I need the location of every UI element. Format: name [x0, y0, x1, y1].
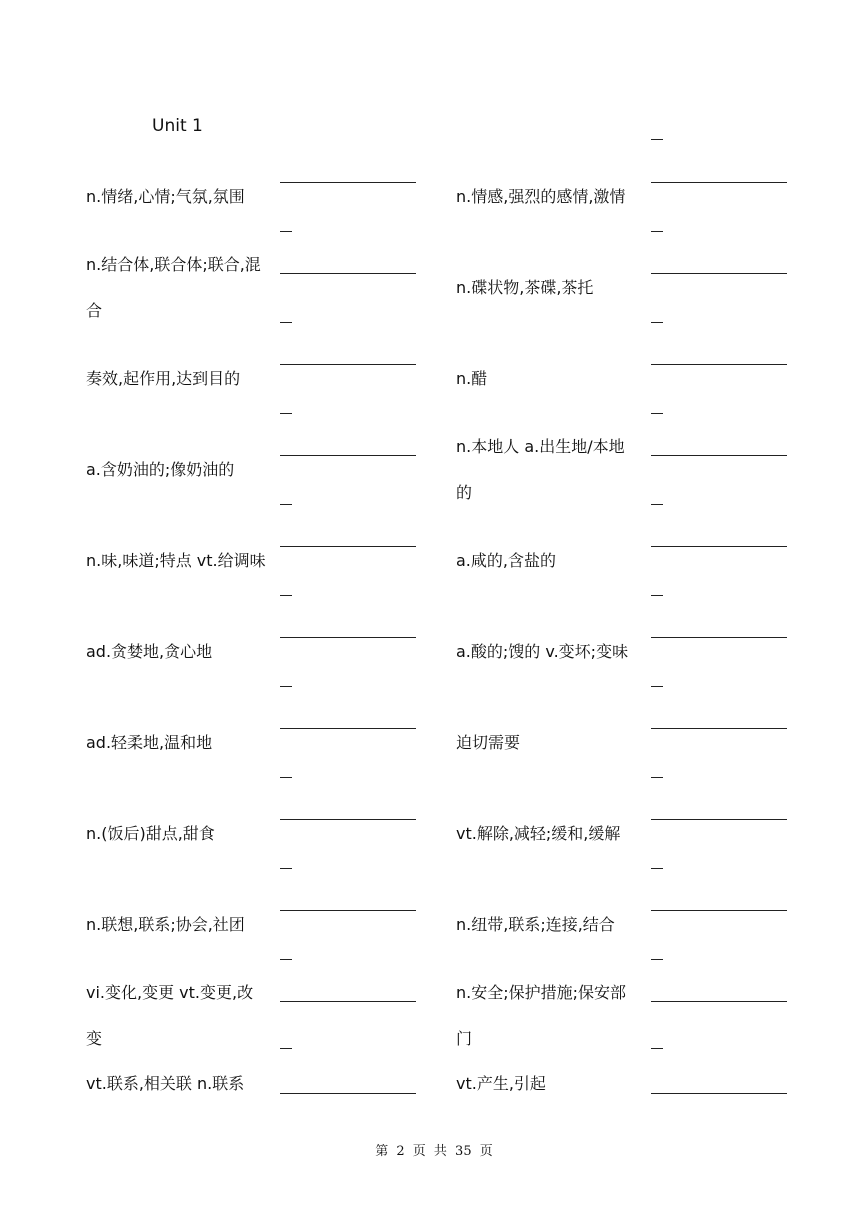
left-term-2: n.结合体,联合体;联合,混 [86, 255, 261, 274]
answer-blank-left-3-tail [280, 413, 292, 414]
answer-blank-left-6-tail [280, 686, 292, 687]
answer-blank-left-8[interactable] [280, 819, 416, 820]
answer-blank-right-8[interactable] [651, 819, 787, 820]
left-term-10-cont: 变 [86, 1029, 103, 1048]
answer-blank-left-7[interactable] [280, 728, 416, 729]
left-term-5: n.味,味道;特点 vt.给调味 [86, 551, 266, 570]
answer-blank-left-2-tail [280, 322, 292, 323]
answer-blank-left-10-tail [280, 1048, 292, 1049]
answer-blank-right-0-tail [651, 139, 663, 140]
right-term-6: a.酸的;馊的 v.变坏;变味 [456, 642, 629, 661]
answer-blank-right-4[interactable] [651, 455, 787, 456]
right-term-11: vt.产生,引起 [456, 1074, 546, 1093]
left-term-8: n.(饭后)甜点,甜食 [86, 824, 215, 843]
left-term-3: 奏效,起作用,达到目的 [86, 369, 241, 388]
answer-blank-right-2-tail [651, 322, 663, 323]
answer-blank-right-6[interactable] [651, 637, 787, 638]
left-term-2-cont: 合 [86, 301, 103, 320]
right-term-10-cont: 门 [456, 1029, 473, 1048]
left-term-7: ad.轻柔地,温和地 [86, 733, 213, 752]
unit-title: Unit 1 [152, 116, 203, 136]
answer-blank-right-7-tail [651, 777, 663, 778]
right-term-3: n.醋 [456, 369, 488, 388]
answer-blank-right-10-tail [651, 1048, 663, 1049]
left-term-10: vi.变化,变更 vt.变更,改 [86, 983, 254, 1002]
answer-blank-right-1-tail [651, 231, 663, 232]
answer-blank-left-9[interactable] [280, 910, 416, 911]
answer-blank-right-3-tail [651, 413, 663, 414]
answer-blank-right-9-tail [651, 959, 663, 960]
right-term-9: n.纽带,联系;连接,结合 [456, 915, 615, 934]
answer-blank-right-3[interactable] [651, 364, 787, 365]
answer-blank-right-1[interactable] [651, 182, 787, 183]
answer-blank-left-11[interactable] [280, 1093, 416, 1094]
answer-blank-left-1[interactable] [280, 182, 416, 183]
right-term-2: n.碟状物,茶碟,茶托 [456, 278, 594, 297]
answer-blank-right-2[interactable] [651, 273, 787, 274]
left-term-1: n.情绪,心情;气氛,氛围 [86, 187, 245, 206]
answer-blank-left-6[interactable] [280, 637, 416, 638]
right-term-1: n.情感,强烈的感情,激情 [456, 187, 626, 206]
answer-blank-left-5-tail [280, 595, 292, 596]
right-term-7: 迫切需要 [456, 733, 521, 752]
answer-blank-left-5[interactable] [280, 546, 416, 547]
right-term-4: n.本地人 a.出生地/本地 [456, 437, 625, 456]
answer-blank-right-9[interactable] [651, 910, 787, 911]
right-term-10: n.安全;保护措施;保安部 [456, 983, 627, 1002]
left-term-11: vt.联系,相关联 n.联系 [86, 1074, 245, 1093]
right-term-8: vt.解除,减轻;缓和,缓解 [456, 824, 621, 843]
answer-blank-right-11[interactable] [651, 1093, 787, 1094]
answer-blank-left-2[interactable] [280, 273, 416, 274]
answer-blank-right-7[interactable] [651, 728, 787, 729]
right-term-5: a.咸的,含盐的 [456, 551, 556, 570]
answer-blank-left-10[interactable] [280, 1001, 416, 1002]
answer-blank-left-9-tail [280, 959, 292, 960]
page-footer: 第 2 页 共 35 页 [375, 1144, 493, 1159]
right-term-4-cont: 的 [456, 483, 473, 502]
answer-blank-left-4-tail [280, 504, 292, 505]
left-term-6: ad.贪婪地,贪心地 [86, 642, 213, 661]
answer-blank-left-1-tail [280, 231, 292, 232]
answer-blank-left-3[interactable] [280, 364, 416, 365]
answer-blank-right-10[interactable] [651, 1001, 787, 1002]
answer-blank-right-6-tail [651, 686, 663, 687]
left-term-4: a.含奶油的;像奶油的 [86, 460, 235, 479]
answer-blank-left-8-tail [280, 868, 292, 869]
answer-blank-left-4[interactable] [280, 455, 416, 456]
answer-blank-left-7-tail [280, 777, 292, 778]
left-term-9: n.联想,联系;协会,社团 [86, 915, 245, 934]
answer-blank-right-5-tail [651, 595, 663, 596]
answer-blank-right-5[interactable] [651, 546, 787, 547]
answer-blank-right-4-tail [651, 504, 663, 505]
answer-blank-right-8-tail [651, 868, 663, 869]
